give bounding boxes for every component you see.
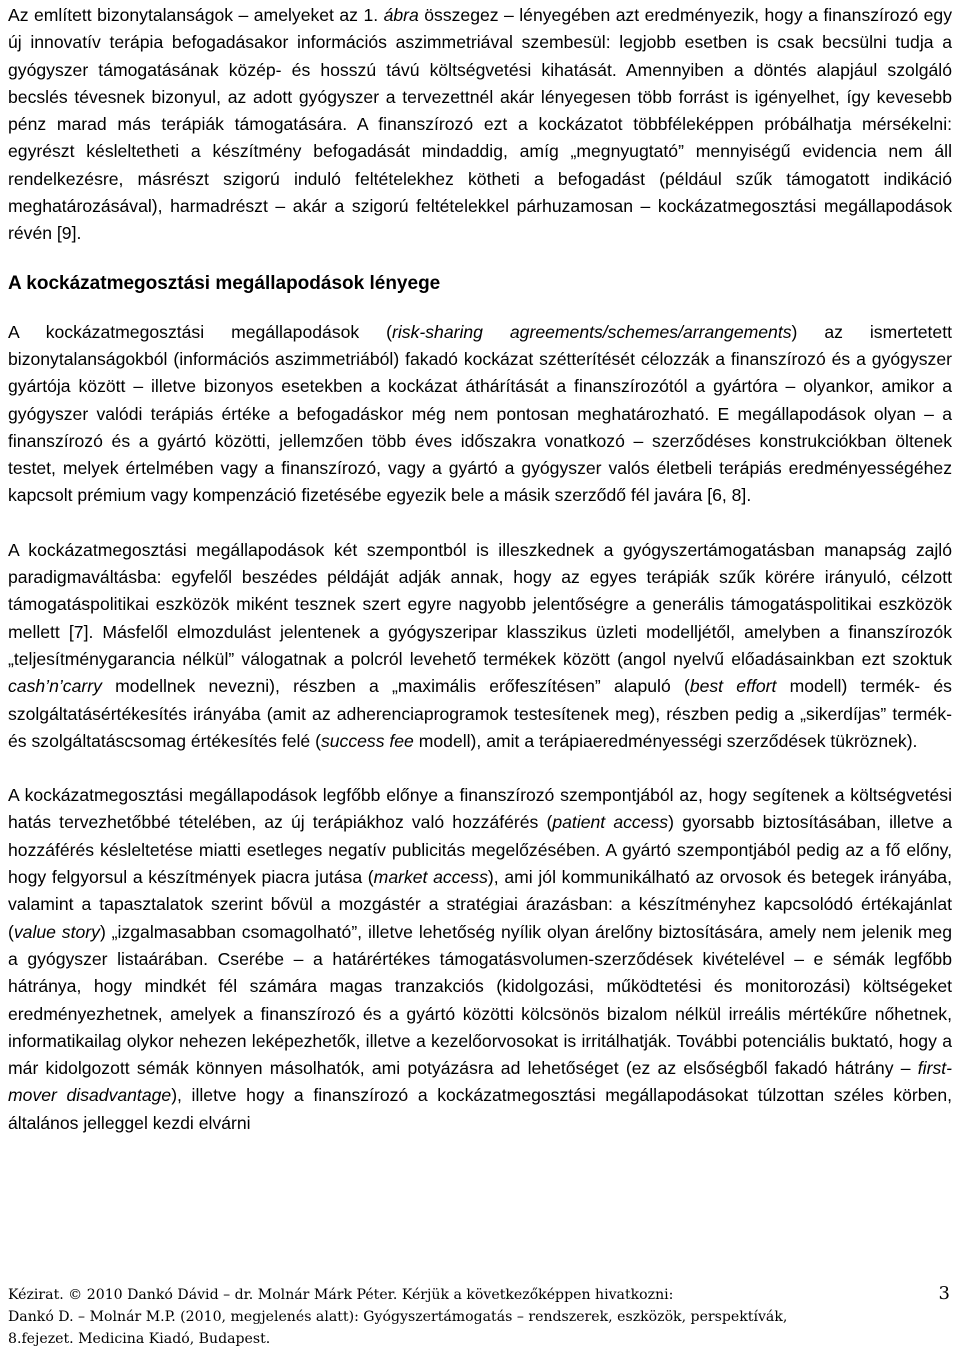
footer-citation-line1: Kézirat. © 2010 Dankó Dávid – dr. Molnár Márk Péter. Kérjük a következőképpen hivatkozni: xyxy=(8,1287,674,1303)
text-run: ) „izgalmasabban csomagolható”, illetve lehetőség nyílik olyan árelőny biztosítására, amely nem jelenik meg a gyógyszer listaárában. Cserébe – a határértékes támogatásvolumen-szerződések kivételével – e sémák legfőbb hátránya, hogy mindkét fél számára magas tranzakciós (kidolgozási, működtetési és monitorozási) költségeket eredményezhetnek, amelyek a finanszírozó és a gyártó közötti kölcsönös bizalom nélkül irreális mértékűre nőhetnek, informatikailag olykor nehezen leképezhetők, illetve a kezelőorvosokat is irritálhatják. További potenciális buktató, hogy a már kidolgozott sémák könnyen másolhatók, ami potyázásra ad lehetőséget (ez az elsőségből fakadó hátrány – xyxy=(8,921,952,1079)
text-run: ), ami jól kommunikálható az orvosok és betegek irányába, valamint a tapasztalatok szerint bővül a mozgástér a stratégiai árazásban: a készítményhez kapcsolódó értékajánlat ( xyxy=(8,867,952,942)
paragraph-paradigm xyxy=(8,537,952,755)
paragraph-definition xyxy=(8,319,952,510)
text-run: A kockázatmegosztási megállapodások két szempontból is illeszkednek a gyógyszertámogatásban manapság zajló paradigmaváltásba: egyfelől beszédes példáját adják annak, hogy az egyes terápiák szűk körére irányuló, célzott támogatáspolitikai eszközök miként tesznek szert egyre nagyobb jelentőségre a generális támogatáspolitikai eszközök mellett [7]. Másfelől elmozdulást jelentenek a gyógyszeripar klasszikus üzleti modelljétől, amelyben a finanszírozók „teljesítménygarancia nélkül” válogatnak a polcról levehető termékek között (angol nyelvű előadásainkban ezt szoktuk xyxy=(8,539,952,669)
italic-term: value story xyxy=(13,921,100,942)
paragraph-advantages xyxy=(8,782,952,1137)
text-run: ) gyorsabb biztosításában, illetve a hozzáférés késleltetése miatti esetleges negatív publicitás megelőzésében. A gyártó szempontjából pedig az a fő előny, hogy felgyorsul a készítmények piacra jutása ( xyxy=(8,812,952,888)
section-heading: A kockázatmegosztási megállapodások lényege xyxy=(8,272,441,294)
italic-term: market access xyxy=(373,867,488,888)
figure-ref-number: 1. xyxy=(363,5,379,25)
italic-term: best effort xyxy=(689,676,777,697)
text-run: ) az ismertetett bizonytalanságokból (információs aszimmetriából) fakadó kockázat szétterítését célozzák a finanszírozó és a gyógyszer gyártója között – illetve bizonyos esetekben a kockázat áthárítását a finanszírozótól a gyártóra – olyankor, amikor a gyógyszer valódi terápiás értéke a befogadáskor még nem pontosan meghatározható. E megállapodások olyan – a finanszírozó és a gyártó közötti, jellemzően több éves időszakra vonatkozó – szerződéses konstrukciókban öltenek testet, melyek értelmében vagy a finanszírozó, vagy a gyártó a gyógyszer valós életbeli terápiás eredményességéhez kapcsolt prémium vagy kompenzáció fizetésébe egyezik bele a másik szerződő fél javára [6, 8]. xyxy=(8,321,952,506)
page-footer xyxy=(8,1283,950,1350)
italic-term: success fee xyxy=(320,730,414,751)
italic-term: cash’n’carry xyxy=(8,676,102,697)
italic-term: patient access xyxy=(552,812,669,833)
text-run: A kockázatmegosztási megállapodások legfőbb előnye a finanszírozó szempontjából az, hogy segítenek a költségvetési hatás tervezhetőbbé tételében, az új terápiákhoz való hozzáférés ( xyxy=(8,785,952,833)
paragraph-intro xyxy=(8,2,952,248)
text-run: modellnek nevezni), részben a „maximális erőfeszítésen” alapuló ( xyxy=(101,676,690,697)
footer-citation-line3: 8.fejezet. Medicina Kiadó, Budapest. xyxy=(8,1331,271,1347)
text-run: modell), amit a terápiaeredményességi szerződések tükröznek). xyxy=(413,730,918,751)
figure-ref-italic: ábra xyxy=(378,5,419,25)
italic-term: risk-sharing agreements/schemes/arrangements xyxy=(392,321,792,342)
text-run: Az említett bizonytalanságok – amelyeket az xyxy=(8,5,364,25)
footer-citation-line2: Dankó D. – Molnár M.P. (2010, megjelenés alatt): Gyógyszertámogatás – rendszerek, eszközök, perspektívák, xyxy=(8,1309,788,1325)
text-run: A kockázatmegosztási megállapodások ( xyxy=(8,321,393,342)
text-run: modell) termék- és szolgáltatásértékesítés irányába (amit az adherenciaprogramok testesítenek meg), részben pedig a „sikerdíjas” termék- és szolgáltatáscsomag értékesítés felé ( xyxy=(8,676,952,751)
italic-term: first-mover disadvantage xyxy=(8,1058,952,1106)
page-number: 3 xyxy=(938,1283,950,1304)
text-run: összegez – lényegében azt eredményezik, hogy a finanszírozó egy új innovatív terápia befogadásakor információs aszimmetriával szembesül: legjobb esetben is csak becsülni tudja a gyógyszer támogatásának közép- és hosszú távú költségvetési kihatását. Amennyiben a döntés alapjául szolgáló becslés tévesnek bizonyul, az adott gyógyszer a tervezettnél akár lényegesen több forrást is igényelhet, így kevesebb pénz marad más terápiák támogatására. A finanszírozó ezt a kockázatot többféleképpen próbálhatja mérsékelni: egyrészt késleltetheti a készítmény befogadását mindaddig, amíg „megnyugtató” mennyiségű evidencia nem áll rendelkezésre, másrészt szigorú induló feltételekhez kötheti a befogadást (például szűk támogatott indikáció meghatározásával), harmadrészt – akár a szigorú feltételekkel párhuzamosan – kockázatmegosztási megállapodások révén [9]. xyxy=(8,5,952,244)
text-run: ), illetve hogy a finanszírozó a kockázatmegosztási megállapodásokat túlzottan széles körben, általános jelleggel kezdi elvárni xyxy=(8,1085,952,1133)
page-body xyxy=(8,2,952,1137)
